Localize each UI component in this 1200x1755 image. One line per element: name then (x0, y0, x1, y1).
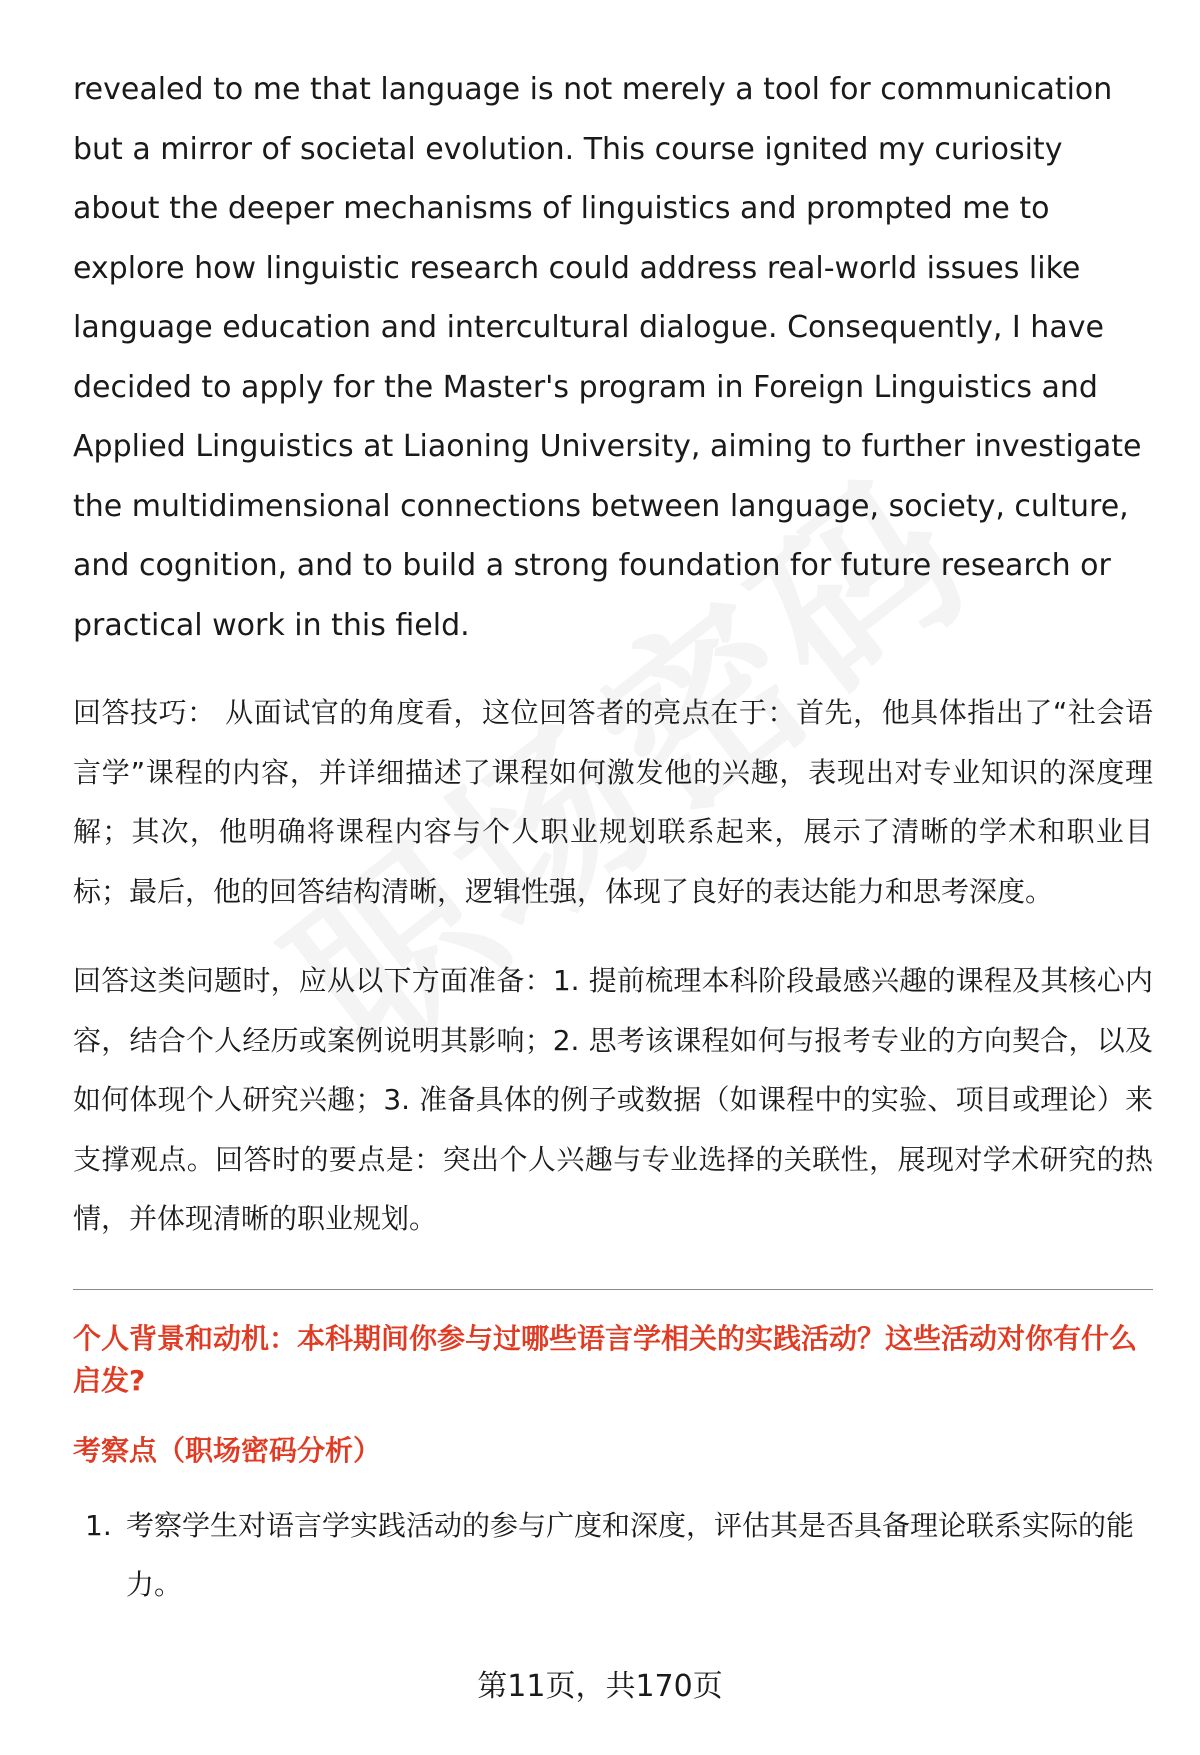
question-title: 个人背景和动机：本科期间你参与过哪些语言学相关的实践活动？这些活动对你有什么启发? (73, 1321, 1138, 1397)
english-paragraph: revealed to me that language is not merely a tool for communication but a mirror of societal evolution. This course ignited my curiosity about the deeper mechanisms of linguistics and prompted me to explore how linguistic research could address real-world issues like language education and intercultural dialogue. Consequently, I have decided to apply for the Master's program in Foreign Linguistics and Applied Linguistics at Liaoning University, aiming to further investigate the multidimensional connections between language, society, culture, and cognition, and to build a strong foundation for future research or practical work in this field. (73, 72, 1142, 643)
assessment-points-list (73, 1496, 1153, 1615)
tips-paragraph: 回答技巧： 从面试官的角度看，这位回答者的亮点在于：首先，他具体指出了“社会语言学”课程的内容，并详细描述了课程如何激发他的兴趣，表现出对专业知识的深度理解；其次，他明确将课程内容与个人职业规划联系起来，展示了清晰的学术和职业目标；最后，他的回答结构清晰，逻辑性强，体现了良好的表达能力和思考深度。 (73, 696, 1153, 908)
assessment-points-heading: 考察点（职场密码分析） (73, 1433, 382, 1467)
list-item-number: 1. (85, 1508, 112, 1542)
preparation-paragraph: 回答这类问题时，应从以下方面准备：1. 提前梳理本科阶段最感兴趣的课程及其核心内容，结合个人经历或案例说明其影响；2. 思考该课程如何与报考专业的方向契合，以及如何体现个人研究兴趣；3. 准备具体的例子或数据（如课程中的实验、项目或理论）来支撑观点。回答时的要点是：突出个人兴趣与专业选择的关联性，展现对学术研究的热情，并体现清晰的职业规划。 (73, 964, 1153, 1235)
list-item (73, 1496, 1153, 1615)
page-number: 第11页，共170页 (477, 1669, 723, 1704)
page-content (73, 60, 1153, 1615)
list-item-text: 考察学生对语言学实践活动的参与广度和深度，评估其是否具备理论联系实际的能力。 (126, 1508, 1135, 1601)
section-divider (73, 1289, 1153, 1290)
